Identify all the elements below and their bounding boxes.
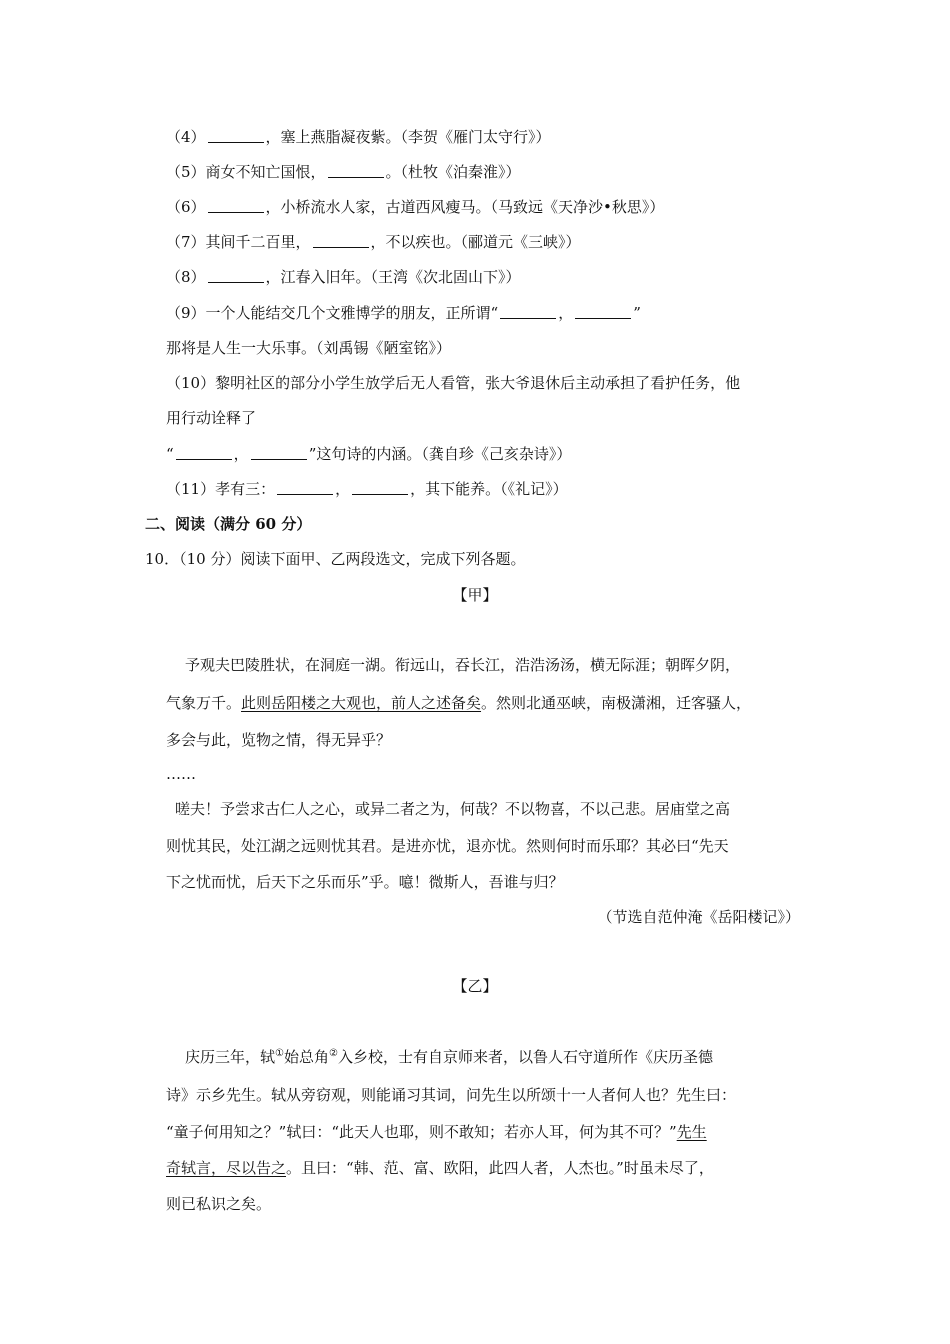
answer-blank[interactable] — [208, 268, 264, 283]
jia-line: 予观夫巴陵胜状，在洞庭一湖。衔远山，吞长江，浩浩汤汤，横无际涯；朝晖夕阴， — [185, 656, 741, 674]
item-6: （6） ，小桥流水人家，古道西风瘦马。（马致远《天净沙•秋思》） — [166, 198, 665, 216]
jia-line: 则忧其民，处江湖之远则忧其君。是进亦忧，退亦忧。然则何时而乐耶？其必曰“先天 — [166, 837, 729, 855]
footnote-marker: ② — [329, 1048, 338, 1059]
jia-line: 气象万千。此则岳阳楼之大观也，前人之述备矣。然则北通巫峡，南极潇湘，迁客骚人， — [166, 694, 752, 712]
item-4: （4） ，塞上燕脂凝夜紫。（李贺《雁门太守行》） — [166, 128, 551, 146]
jia-line: 多会与此，览物之情，得无异乎？ — [166, 731, 392, 749]
item-10-line1: （10）黎明社区的部分小学生放学后无人看管，张大爷退休后主动承担了看护任务，他 — [166, 374, 741, 392]
item-9-line2: 那将是人生一大乐事。（刘禹锡《陋室铭》） — [166, 339, 452, 357]
footnote-marker: ① — [275, 1048, 284, 1059]
underlined-sentence: 此则岳阳楼之大观也，前人之述备矣 — [241, 694, 482, 712]
answer-blank[interactable] — [208, 128, 264, 143]
yi-line: 则已私识之矣。 — [166, 1195, 272, 1213]
item-10-line3: “ ， ”这句诗的内涵。（龚自珍《己亥杂诗》） — [166, 445, 572, 463]
yi-line: 奇轼言，尽以告之。且曰：“韩、范、富、欧阳，此四人者，人杰也。”时虽未尽了， — [166, 1159, 714, 1177]
ellipsis: …… — [166, 765, 196, 783]
question-10: 10．（10 分）阅读下面甲、乙两段选文，完成下列各题。 — [145, 550, 526, 568]
answer-blank[interactable] — [500, 304, 556, 319]
yi-line: “童子何用知之？”轼曰：“此天人也耶，则不敢知；若亦人耳，何为其不可？”先生 — [166, 1123, 707, 1141]
item-11: （11）孝有三： ， ，其下能养。（《礼记》） — [166, 480, 568, 498]
answer-blank[interactable] — [251, 445, 307, 460]
passage-yi-title: 【乙】 — [452, 977, 498, 995]
answer-blank[interactable] — [208, 198, 264, 213]
item-10-line2: 用行动诠释了 — [166, 409, 257, 427]
answer-blank[interactable] — [313, 233, 369, 248]
answer-blank[interactable] — [176, 445, 232, 460]
answer-blank[interactable] — [352, 480, 408, 495]
underlined-sentence: 先生 — [676, 1123, 707, 1141]
jia-line: 嗟夫！予尝求古仁人之心，或异二者之为，何哉？不以物喜，不以己悲。居庙堂之高 — [175, 800, 731, 818]
item-5: （5）商女不知亡国恨， 。（杜牧《泊秦淮》） — [166, 163, 521, 181]
answer-blank[interactable] — [575, 304, 631, 319]
passage-jia-title: 【甲】 — [452, 586, 498, 604]
jia-source: （节选自范仲淹《岳阳楼记》） — [597, 908, 800, 926]
section-heading: 二、阅读（满分 60 分） — [145, 515, 312, 533]
answer-blank[interactable] — [328, 163, 384, 178]
yi-line: 庆历三年，轼①始总角②入乡校，士有自京师来者，以鲁人石守道所作《庆历圣德 — [185, 1048, 713, 1066]
yi-line: 诗》示乡先生。轼从旁窃观，则能诵习其词，问先生以所颂十一人者何人也？先生曰： — [166, 1086, 737, 1104]
item-7: （7）其间千二百里， ，不以疾也。（郦道元《三峡》） — [166, 233, 581, 251]
item-9: （9）一个人能结交几个文雅博学的朋友，正所谓“ ， ” — [166, 304, 641, 322]
item-8: （8） ，江春入旧年。（王湾《次北固山下》） — [166, 268, 521, 286]
underlined-sentence: 奇轼言，尽以告之 — [166, 1159, 287, 1177]
answer-blank[interactable] — [277, 480, 333, 495]
jia-line: 下之忧而忧，后天下之乐而乐”乎。噫！微斯人，吾谁与归？ — [166, 873, 564, 891]
